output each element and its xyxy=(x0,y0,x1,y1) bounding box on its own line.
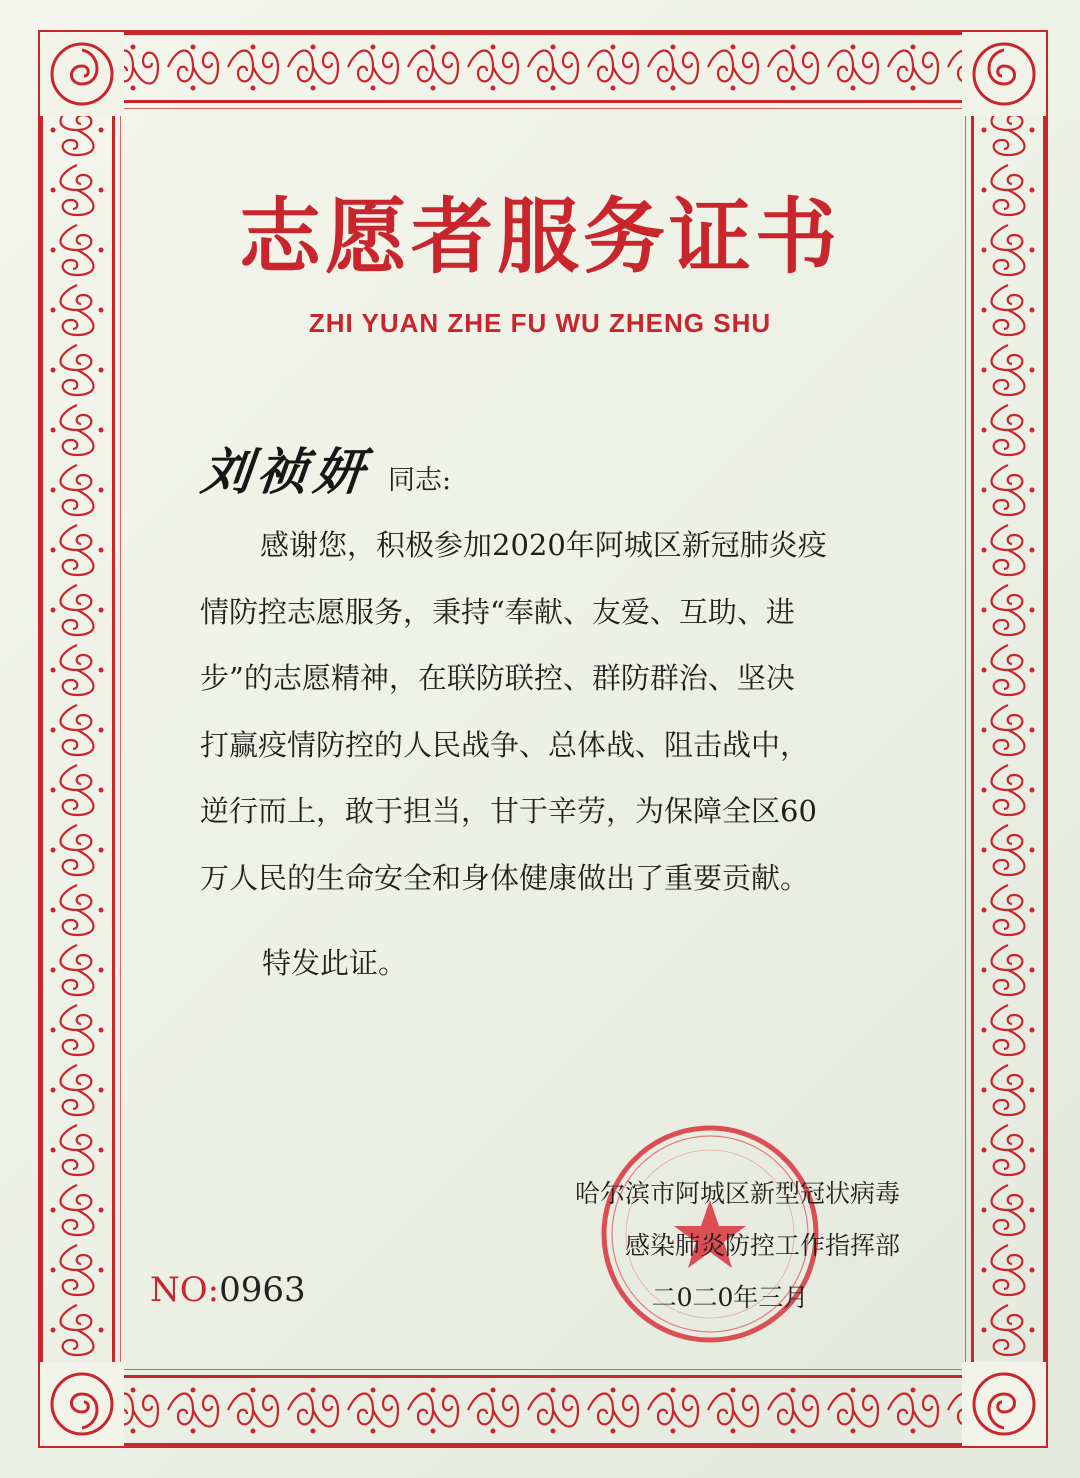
body-line: 感谢您，积极参加2020年阿城区新冠肺炎疫 xyxy=(260,528,827,562)
issue-date: 二0二0年三月 xyxy=(651,1283,809,1312)
body-line: 万人民的生命安全和身体健康做出了重要贡献。 xyxy=(200,860,810,895)
issuer-block xyxy=(480,1168,900,1324)
serial-prefix: NO: xyxy=(150,1270,220,1310)
body-line: 步”的志愿精神，在联防联控、群防群治、坚决 xyxy=(200,661,795,695)
certificate-body xyxy=(200,512,890,911)
closing-statement: 特发此证。 xyxy=(262,946,408,980)
recipient-name: 刘祯妍 xyxy=(198,443,373,501)
certificate-subtitle-pinyin: ZHI YUAN ZHE FU WU ZHENG SHU xyxy=(308,308,772,338)
issuer-line: 感染肺炎防控工作指挥部 xyxy=(624,1231,900,1260)
corner-ornament-top-left xyxy=(40,32,124,116)
corner-ornament-top-right xyxy=(962,32,1046,116)
serial-number xyxy=(150,1270,306,1310)
issuer-line: 哈尔滨市阿城区新型冠状病毒 xyxy=(574,1179,900,1208)
body-line: 打赢疫情防控的人民战争、总体战、阻击战中， xyxy=(200,727,810,762)
salutation-suffix: 同志: xyxy=(388,465,452,496)
body-line: 逆行而上，敢于担当，甘于辛劳，为保障全区60 xyxy=(200,794,817,828)
body-line: 情防控志愿服务，秉持“奉献、友爱、互助、进 xyxy=(200,594,795,629)
serial-value: 0963 xyxy=(219,1270,306,1310)
corner-ornament-bottom-left xyxy=(40,1362,124,1446)
certificate-title: 志愿者服务证书 xyxy=(238,190,841,285)
corner-ornament-bottom-right xyxy=(962,1362,1046,1446)
salutation xyxy=(198,432,452,502)
